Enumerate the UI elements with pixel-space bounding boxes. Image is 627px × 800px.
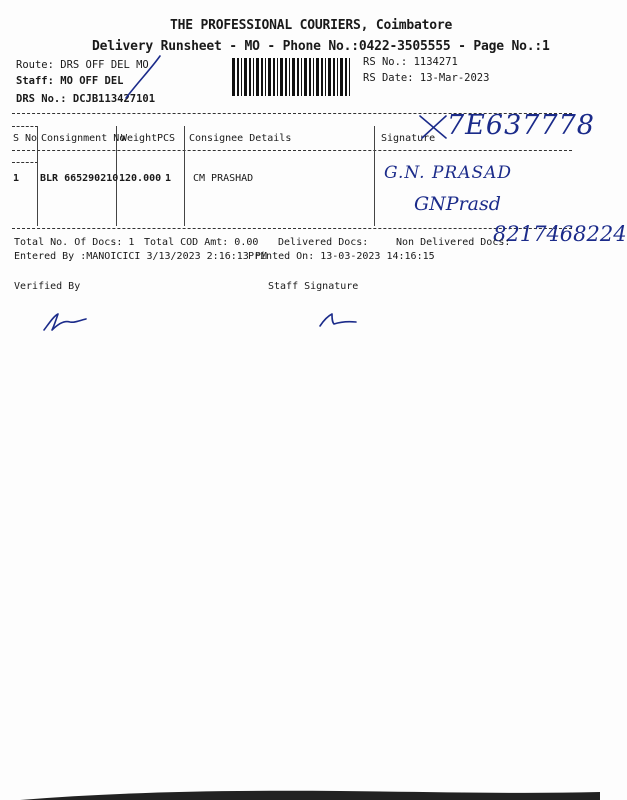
- barcode-bar: [237, 58, 239, 96]
- route-label: Route: DRS OFF DEL MO: [16, 59, 149, 71]
- barcode-bar: [345, 58, 347, 96]
- barcode-bar: [253, 58, 254, 96]
- divider-sno: [12, 126, 38, 127]
- barcode-bar: [265, 58, 266, 96]
- drs-number: DRS No.: DCJB113427101: [16, 93, 156, 105]
- barcode-bar: [273, 58, 275, 96]
- divider-bottom: [12, 228, 572, 229]
- handwritten-phone: 8217468224: [493, 222, 627, 246]
- barcode-bar: [268, 58, 271, 96]
- barcode-bar: [349, 58, 350, 96]
- barcode-bar: [309, 58, 311, 96]
- verified-by-label: Verified By: [14, 281, 81, 292]
- cell-weight: 120.000: [119, 173, 162, 184]
- barcode-bar: [325, 58, 326, 96]
- non-delivered-docs: Non Delivered Docs:: [396, 237, 511, 248]
- barcode-bar: [277, 58, 278, 96]
- barcode-bar: [340, 58, 343, 96]
- col-border-1: [37, 126, 38, 226]
- barcode-bar: [241, 58, 242, 96]
- col-header-pcs: PCS: [157, 133, 176, 144]
- col-header-weight: Weight: [121, 133, 158, 144]
- staff-signature-label: Staff Signature: [268, 281, 359, 292]
- barcode-bar: [328, 58, 331, 96]
- staff-label: Staff: MO OFF DEL: [16, 75, 124, 87]
- runsheet-subtitle: Delivery Runsheet - MO - Phone No.:0422-3505555 - Page No.:1: [92, 39, 550, 54]
- col-header-sno: S No: [13, 133, 38, 144]
- scan-edge-shadow: [0, 778, 600, 800]
- cell-sno: 1: [13, 173, 20, 184]
- delivered-docs: Delivered Docs:: [278, 237, 369, 248]
- barcode-bar: [292, 58, 295, 96]
- barcode-bar: [280, 58, 283, 96]
- barcode-bar: [313, 58, 314, 96]
- rs-date: RS Date: 13-Mar-2023: [363, 72, 490, 84]
- divider-header: [12, 150, 572, 151]
- col-border-4: [374, 126, 375, 226]
- barcode-bar: [289, 58, 290, 96]
- cell-consignment: BLR 665290210: [40, 173, 119, 184]
- barcode-bar: [301, 58, 302, 96]
- printed-on: Printed On: 13-03-2023 14:16:15: [248, 251, 435, 262]
- barcode-bar: [304, 58, 307, 96]
- cell-pcs: 1: [165, 173, 172, 184]
- barcode-bar: [244, 58, 247, 96]
- total-cod: Total COD Amt: 0.00: [144, 237, 259, 248]
- barcode-image: [232, 58, 354, 96]
- staff-signature-icon: [316, 308, 362, 330]
- divider-row: [12, 162, 38, 163]
- barcode-bar: [333, 58, 335, 96]
- cross-mark-icon: [416, 112, 452, 142]
- barcode-bar: [321, 58, 323, 96]
- col-header-consignee: Consignee Details: [189, 133, 292, 144]
- col-header-consignment: Consignment No: [41, 133, 126, 144]
- total-docs: Total No. Of Docs: 1: [14, 237, 135, 248]
- handwritten-receiver-sign: GNPrasd: [414, 193, 501, 215]
- rs-number: RS No.: 1134271: [363, 56, 458, 68]
- barcode-bar: [316, 58, 319, 96]
- barcode-bar: [285, 58, 287, 96]
- barcode-bar: [249, 58, 251, 96]
- barcode-bar: [256, 58, 259, 96]
- col-header-signature: Signature: [381, 133, 436, 144]
- barcode-bar: [337, 58, 338, 96]
- entered-by: Entered By :MANOICICI 3/13/2023 2:16:13 PM: [14, 251, 267, 262]
- barcode-bar: [232, 58, 235, 96]
- company-title: THE PROFESSIONAL COURIERS, Coimbatore: [170, 18, 453, 33]
- verifier-signature-icon: [40, 308, 92, 334]
- barcode-bar: [261, 58, 263, 96]
- cell-consignee: CM PRASHAD: [193, 173, 254, 184]
- pen-stroke-icon: [120, 52, 165, 102]
- handwritten-receiver-name: G.N. PRASAD: [384, 163, 513, 183]
- handwritten-signature-number: 7E637778: [447, 110, 595, 141]
- barcode-bar: [297, 58, 299, 96]
- col-border-3: [184, 126, 185, 226]
